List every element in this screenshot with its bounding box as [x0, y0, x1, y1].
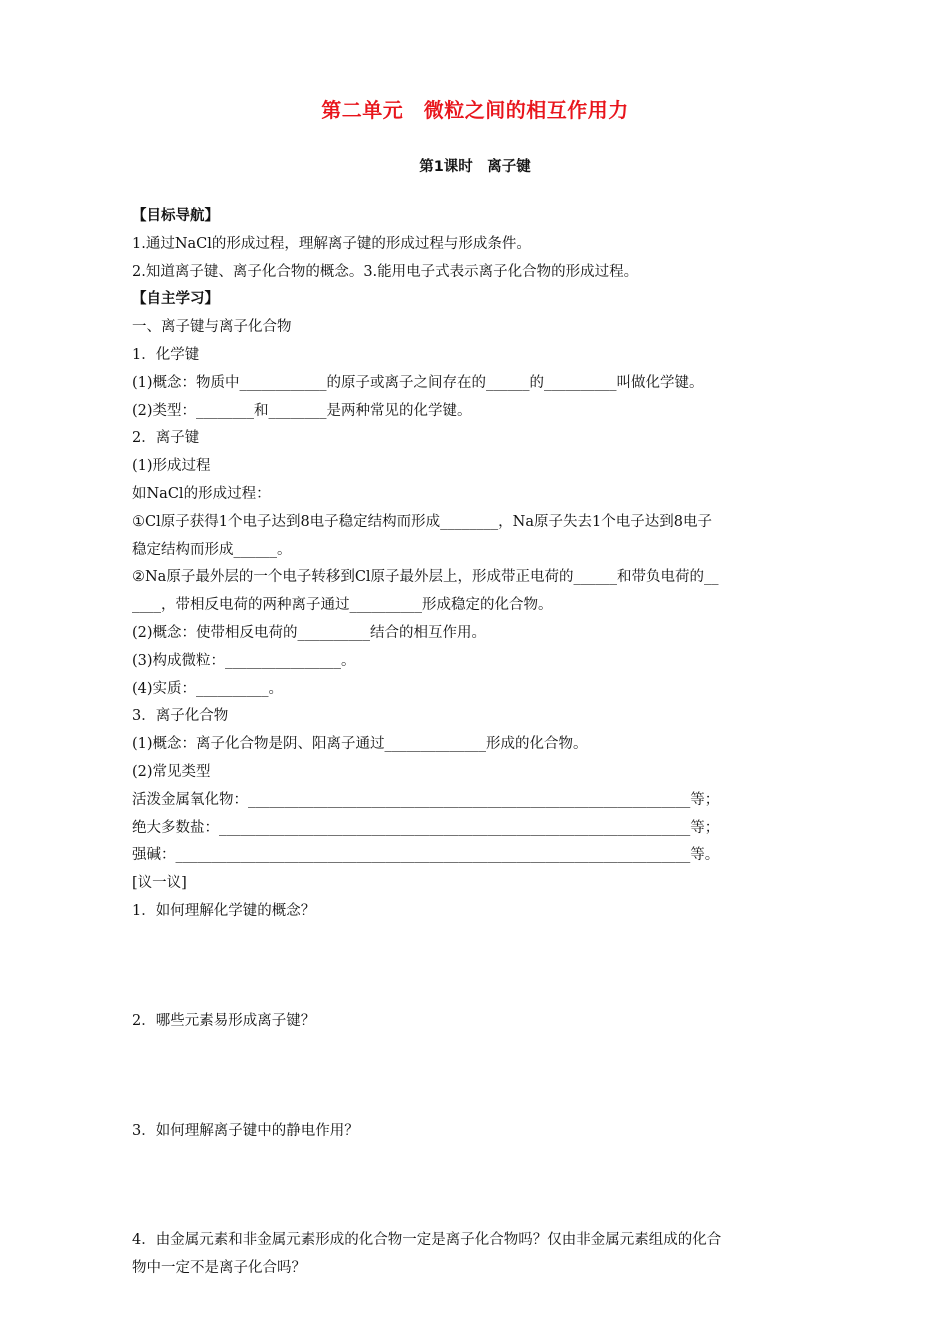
subsection-ionic-compound: 3．离子化合物: [132, 708, 229, 725]
discussion-question: 3．如何理解离子键中的静电作用？: [132, 1122, 359, 1139]
fill-in-line: 强碱：_______________________________________________________________________等。: [132, 847, 720, 864]
unit-title: 第二单元 微粒之间的相互作用力: [321, 98, 629, 122]
goal-item: 2.知道离子键、离子化合物的概念。3.能用电子式表示离子化合物的形成过程。: [132, 263, 639, 280]
answer-space: [132, 1036, 832, 1118]
goal-item: 1.通过NaCl的形成过程，理解离子键的形成过程与形成条件。: [132, 235, 531, 252]
study-heading: 【自主学习】: [132, 291, 219, 308]
fill-in-line: 绝大多数盐：_________________________________________________________________等；: [132, 819, 720, 836]
section-heading-ionic-bond: 一、离子键与离子化合物: [132, 319, 292, 336]
fill-in-line: 活泼金属氧化物：_____________________________________________________________等；: [132, 791, 720, 808]
discussion-question: 4．由金属元素和非金属元素形成的化合物一定是离子化合物吗？仅由非金属元素组成的化合: [132, 1232, 722, 1249]
text-line: (2)常见类型: [132, 763, 211, 780]
text-line: (1)形成过程: [132, 458, 211, 475]
fill-in-line: (2)类型：________和________是两种常见的化学键。: [132, 402, 472, 419]
worksheet-body: [132, 203, 832, 1283]
lesson-subtitle: 第1课时 离子键: [419, 159, 531, 175]
answer-space: [132, 1145, 832, 1227]
fill-in-line: 稳定结构而形成______。: [132, 541, 292, 558]
answer-space: [132, 926, 832, 1008]
discussion-question-continued: 物中一定不是离子化合吗？: [132, 1260, 306, 1277]
fill-in-line: (1)概念：物质中____________的原子或离子之间存在的______的__________叫做化学键。: [132, 374, 704, 391]
subsection-chemical-bond: 1．化学键: [132, 346, 200, 363]
fill-in-line: (2)概念：使带相反电荷的__________结合的相互作用。: [132, 624, 487, 641]
fill-in-line: ①Cl原子获得1个电子达到8电子稳定结构而形成________，Na原子失去1个电子达到8电子: [132, 513, 712, 530]
text-line: 如NaCl的形成过程：: [132, 485, 271, 502]
fill-in-line: ②Na原子最外层的一个电子转移到Cl原子最外层上，形成带正电荷的______和带负电荷的__: [132, 569, 719, 586]
fill-in-line: (1)概念：离子化合物是阴、阳离子通过______________形成的化合物。: [132, 736, 588, 753]
fill-in-line: (4)实质：__________。: [132, 680, 284, 697]
fill-in-line: ____，带相反电荷的两种离子通过__________形成稳定的化合物。: [132, 597, 553, 614]
subsection-ionic-bond: 2．离子键: [132, 430, 200, 447]
discussion-question: 2．哪些元素易形成离子键？: [132, 1012, 316, 1029]
discussion-question: 1．如何理解化学键的概念？: [132, 902, 316, 919]
discuss-heading: [议一议]: [132, 875, 187, 892]
fill-in-line: (3)构成微粒：________________。: [132, 652, 356, 669]
goals-heading: 【目标导航】: [132, 208, 219, 224]
